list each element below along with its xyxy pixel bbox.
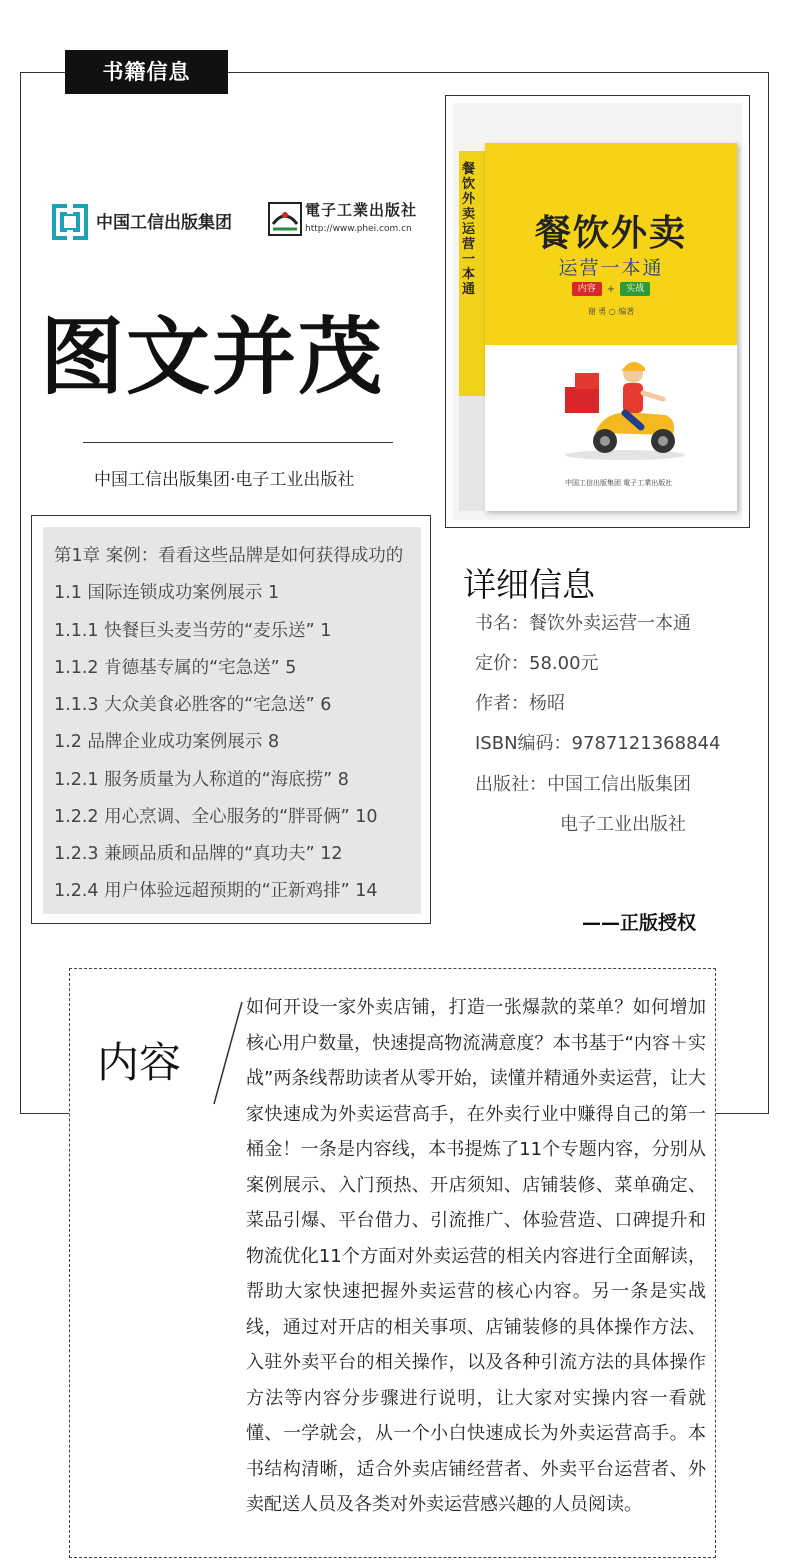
publisher-logos [52, 198, 432, 246]
toc-line: 1.1.2 肯德基专属的“宅急送” 5 [54, 658, 297, 678]
detail-price: 定价：58.00元 [475, 653, 599, 674]
content-text: 如何开设一家外卖店铺，打造一张爆款的菜单？如何增加核心用户数量，快速提高物流满意度？本书基于“内容＋实战”两条线帮助读者从零开始，读懂并精通外卖运营，让大家快速成为外卖运营高手，在外卖行业中赚得自己的第一桶金！一条是内容线，本书提炼了11个专题内容，分别从案例展示、入门预热、开店须知、店铺装修、菜单确定、菜品引爆、平台借力、引流推广、体验营造、口碑提升和物流优化11个方面对外卖运营的相关内容进行全面解读，帮助大家快速把握外卖运营的核心内容。另一条是实战线，通过对开店的相关事项、店铺装修的具体操作方法、入驻外卖平台的相关操作，以及各种引流方法的具体操作方法等内容分步骤进行说明，让大家对实操内容一看就懂、一学就会，从一个小白快速成长为外卖运营高手。本书结构清晰，适合外卖店铺经营者、外卖平台运营者、外卖配送人员及各类对外卖运营感兴趣的人员阅读。 [246, 997, 706, 1515]
badge-plus: + [606, 283, 616, 295]
detail-publisher-2: 电子工业出版社 [560, 814, 686, 835]
press-logo-icon [268, 202, 302, 236]
detail-isbn: ISBN编码：9787121368844 [475, 733, 721, 754]
toc-line: 1.2.1 服务质量为人称道的“海底捞” 8 [54, 770, 349, 790]
group-name: 中国工信出版集团 [96, 213, 232, 233]
press-url: http://www.phei.com.cn [305, 224, 412, 234]
cover-title: 餐饮外卖 [534, 213, 687, 254]
toc-line: 1.1.3 大众美食必胜客的“宅急送” 6 [54, 695, 332, 715]
cover-footer: 中国工信出版集团 電子工業出版社 [565, 479, 673, 487]
section-tag: 书籍信息 [65, 50, 228, 94]
badge-practice: 实战 [620, 282, 650, 296]
publisher-line: 中国工信出版集团·电子工业出版社 [94, 470, 355, 490]
delivery-scooter-illustration-icon [545, 353, 695, 463]
content-heading: 内容 [97, 1038, 182, 1087]
toc-line: 1.2 品牌企业成功案例展示 8 [54, 732, 280, 752]
authorized-label: ——正版授权 [582, 912, 697, 934]
detail-author: 作者：杨昭 [475, 693, 565, 714]
toc-line: 1.1 国际连锁成功案例展示 1 [54, 583, 280, 603]
toc-line: 第1章 案例：看看这些品牌是如何获得成功的 [54, 546, 404, 566]
slash-divider [208, 998, 248, 1108]
cover-author: 谢 勇 ○ 编著 [587, 307, 635, 316]
press-name: 電子工業出版社 [305, 201, 418, 219]
toc-line: 1.2.2 用心烹调、全心服务的“胖哥俩” 10 [54, 807, 378, 827]
book-front [485, 143, 737, 511]
group-logo-icon [52, 204, 88, 240]
cover-badges [485, 282, 737, 296]
toc-inner [43, 527, 421, 914]
headline: 图文并茂 [40, 308, 385, 406]
divider [83, 442, 393, 443]
toc-line: 1.1.1 快餐巨头麦当劳的“麦乐送” 1 [54, 621, 332, 641]
badge-content: 内容 [572, 282, 602, 296]
detail-title: 书名：餐饮外卖运营一本通 [475, 613, 691, 634]
detail-publisher: 出版社：中国工信出版集团 [475, 774, 691, 795]
toc-line: 1.2.4 用户体验远超预期的“正新鸡排” 14 [54, 881, 378, 901]
book-spine-bottom [459, 396, 485, 511]
cover-subtitle: 运营一本通 [558, 257, 664, 279]
details-heading: 详细信息 [463, 565, 595, 604]
table-of-contents [31, 515, 431, 924]
book-cover-image [445, 95, 750, 528]
spine-title: 餐饮外卖运营一本通 [462, 162, 476, 297]
toc-line: 1.2.3 兼顾品质和品牌的“真功夫” 12 [54, 844, 343, 864]
